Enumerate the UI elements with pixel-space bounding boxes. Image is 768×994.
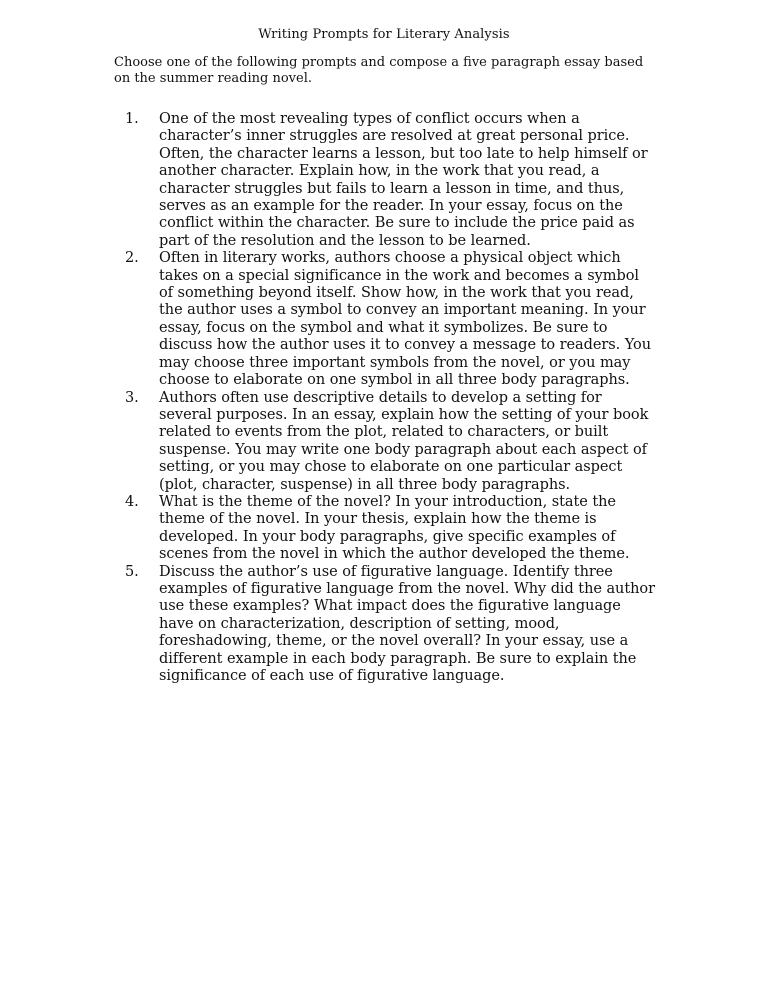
prompt-text: What is the theme of the novel? In your introduction, state the theme of the novel. In your thesis, explain how the theme is developed. In your body paragraphs, give specific examples of scenes from the novel in which the author developed the theme.: [159, 493, 630, 563]
prompt-item-4: [125, 494, 655, 564]
prompt-number: 5.: [125, 563, 139, 580]
prompt-item-5: [125, 564, 655, 686]
prompt-item-2: [125, 250, 655, 389]
prompt-list: [125, 111, 655, 685]
prompt-number: 3.: [125, 389, 139, 406]
prompt-item-3: [125, 390, 655, 494]
prompt-text: Authors often use descriptive details to develop a setting for several purposes. In an essay, explain how the setting of your book related to events from the plot, related to characters, or built suspense. You may write one body paragraph about each aspect of setting, or you may chose to elaborate on one particular aspect (plot, character, suspense) in all three body paragraphs.: [159, 389, 649, 493]
intro-paragraph: Choose one of the following prompts and compose a five paragraph essay based on the summer reading novel.: [114, 55, 644, 86]
prompt-text: One of the most revealing types of conflict occurs when a character’s inner struggles are resolved at great personal price. Often, the character learns a lesson, but too late to help himself or another character. Explain how, in the work that you read, a character struggles but fails to learn a lesson in time, and thus, serves as an example for the reader. In your essay, focus on the conflict within the character. Be sure to include the price paid as part of the resolution and the lesson to be learned.: [159, 111, 648, 249]
prompt-number: 4.: [125, 493, 139, 510]
prompt-number: 1.: [125, 111, 139, 127]
prompt-text: Discuss the author’s use of figurative language. Identify three examples of figurative language from the novel. Why did the author use these examples? What impact does the figurative language have on characterization, description of setting, mood, foreshadowing, theme, or the novel overall? In your essay, use a different example in each body paragraph. Be sure to explain the significance of each use of figurative language.: [159, 563, 655, 684]
prompt-number: 2.: [125, 250, 139, 267]
prompt-text: Often in literary works, authors choose a physical object which takes on a special significance in the work and becomes a symbol of something beyond itself. Show how, in the work that you read, the author uses a symbol to convey an important meaning. In your essay, focus on the symbol and what it symbolizes. Be sure to discuss how the author uses it to convey a message to readers. You may choose three important symbols from the novel, or you may choose to elaborate on one symbol in all three body paragraphs.: [159, 250, 652, 389]
document-title: Writing Prompts for Literary Analysis: [258, 27, 510, 42]
prompt-item-1: [125, 111, 655, 250]
